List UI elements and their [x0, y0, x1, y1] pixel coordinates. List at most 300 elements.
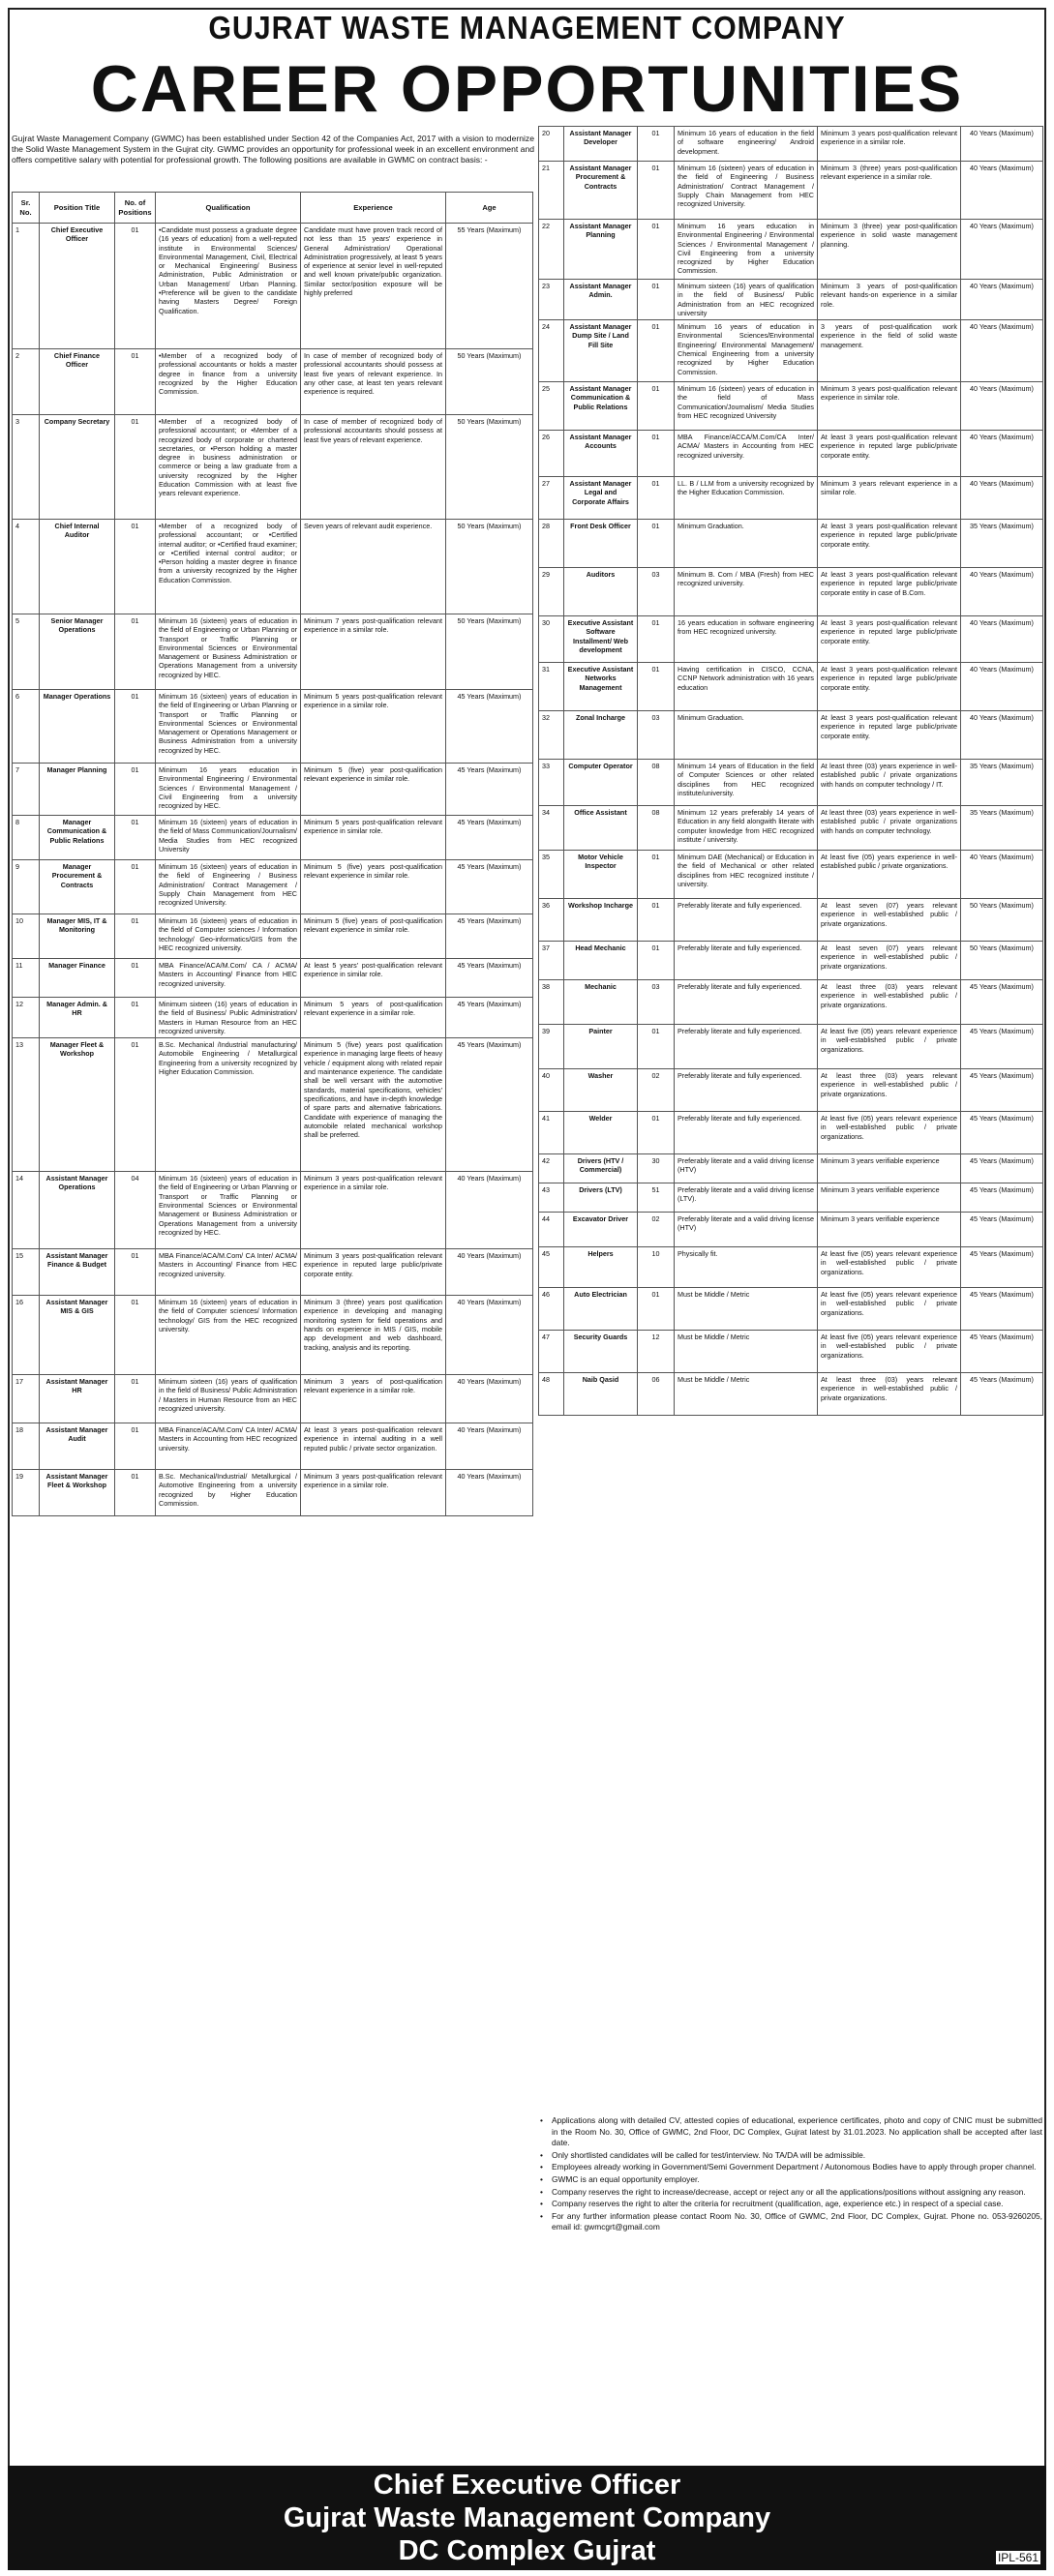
qualification-cell: Minimum sixteen (16) years of qualification in the field of Business/ Public Administration from an HEC recognized university [675, 280, 818, 320]
positions-cell: 01 [638, 851, 675, 899]
header-experience: Experience [301, 193, 446, 224]
sr-no-cell: 41 [539, 1112, 564, 1154]
sr-no-cell: 37 [539, 942, 564, 980]
table-row [13, 1375, 533, 1423]
age-cell: 40 Years (Maximum) [446, 1172, 533, 1249]
table-row [13, 914, 533, 959]
age-cell: 40 Years (Maximum) [446, 1296, 533, 1375]
positions-cell: 01 [638, 1025, 675, 1069]
table-row [13, 1249, 533, 1296]
age-cell: 45 Years (Maximum) [446, 998, 533, 1038]
experience-cell: Minimum 3 years verifiable experience [818, 1183, 961, 1213]
qualification-cell: Minimum 12 years preferably 14 years of Education in any field alongwith literate with computer knowledge from HEC recognized institute / university. [675, 806, 818, 851]
qualification-cell: Having certification in CISCO, CCNA, CCNP Network administration with 16 years education [675, 663, 818, 711]
positions-cell: 12 [638, 1331, 675, 1373]
position-title-cell: Manager MIS, IT & Monitoring [40, 914, 115, 959]
qualification-cell: Minimum 16 (sixteen) years of education in the field of Engineering or Urban Planning or Transport or Traffic Planning or Environmental Sciences or Environmental Management or Operations Management or Business Administration from a university recognized by HEC. [156, 690, 301, 764]
qualification-cell: B.Sc. Mechanical/Industrial/ Metallurgical / Automotive Engineering from a university recognized by Higher Education Commission. [156, 1470, 301, 1516]
table-row [539, 851, 1043, 899]
sr-no-cell: 45 [539, 1247, 564, 1288]
age-cell: 35 Years (Maximum) [961, 520, 1043, 568]
positions-cell: 30 [638, 1154, 675, 1183]
qualification-cell: 16 years education in software engineering from HEC recognized university. [675, 616, 818, 663]
sr-no-cell: 19 [13, 1470, 40, 1516]
positions-cell: 01 [115, 415, 156, 520]
positions-cell: 01 [115, 764, 156, 816]
sr-no-cell: 31 [539, 663, 564, 711]
intro-paragraph: Gujrat Waste Management Company (GWMC) has been established under Section 42 of the Companies Act, 2017 with a vision to modernize the Solid Waste Management System in the Gujrat city. GWMC provides an opportunity for professional week in an excellent environment and offers competitive salary with potential for professional growth. The following positions are available in GWMC on contract basis: - [12, 134, 534, 165]
table-row [539, 520, 1043, 568]
positions-cell: 01 [115, 224, 156, 349]
application-notes [538, 2115, 1042, 2234]
age-cell: 40 Years (Maximum) [961, 568, 1043, 616]
jobs-body-left [13, 224, 533, 1516]
page-title: CAREER OPPORTUNITIES [90, 52, 964, 126]
position-title-cell: Executive Assistant Networks Management [564, 663, 638, 711]
table-row [539, 1112, 1043, 1154]
positions-cell: 01 [638, 162, 675, 220]
position-title-cell: Motor Vehicle Inspector [564, 851, 638, 899]
sr-no-cell: 43 [539, 1183, 564, 1213]
position-title-cell: Assistant Manager Operations [40, 1172, 115, 1249]
table-row [539, 162, 1043, 220]
sr-no-cell: 42 [539, 1154, 564, 1183]
positions-cell: 01 [638, 382, 675, 431]
position-title-cell: Painter [564, 1025, 638, 1069]
table-row [539, 1373, 1043, 1416]
table-row [13, 860, 533, 914]
table-row [13, 1172, 533, 1249]
sr-no-cell: 20 [539, 127, 564, 162]
age-cell: 45 Years (Maximum) [961, 980, 1043, 1025]
experience-cell: At least 3 years post-qualification relevant experience in reputed large public/private corporate entity. [818, 616, 961, 663]
experience-cell: At least five (05) years experience in well-established public / private organizations. [818, 851, 961, 899]
sr-no-cell: 27 [539, 477, 564, 520]
experience-cell: Minimum 5 (five) years post-qualification relevant experience in similar role. [301, 860, 446, 914]
position-title-cell: Chief Finance Officer [40, 349, 115, 415]
position-title-cell: Front Desk Officer [564, 520, 638, 568]
position-title-cell: Auto Electrician [564, 1288, 638, 1331]
table-row [539, 431, 1043, 477]
qualification-cell: Minimum 14 years of Education in the field of Computer Sciences or other related disciplines from HEC recognized institute/university. [675, 760, 818, 806]
age-cell: 45 Years (Maximum) [446, 690, 533, 764]
age-cell: 35 Years (Maximum) [961, 760, 1043, 806]
note-item: • Only shortlisted candidates will be called for test/interview. No TA/DA will be admissible. [538, 2150, 1042, 2162]
positions-cell: 08 [638, 806, 675, 851]
qualification-cell: Minimum 16 (sixteen) years of education in the field of Engineering or Urban Planning or Transport or Traffic Planning or Environmental Sciences or Environmental Management or Business Administration or Operations Management from a university recognized by HEC. [156, 614, 301, 690]
qualification-cell: MBA Finance/ACA/M.Com/ CA Inter/ ACMA/ Masters in Accounting/ Finance from HEC recognized university. [156, 1249, 301, 1296]
table-row [539, 899, 1043, 942]
table-row [13, 816, 533, 860]
age-cell: 55 Years (Maximum) [446, 224, 533, 349]
experience-cell: Minimum 3 years post-qualification relevant experience in a similar role. [818, 127, 961, 162]
sr-no-cell: 12 [13, 998, 40, 1038]
position-title-cell: Assistant Manager HR [40, 1375, 115, 1423]
table-row [539, 477, 1043, 520]
experience-cell: Minimum 3 years post-qualification relevant experience in similar role. [818, 382, 961, 431]
positions-cell: 02 [638, 1213, 675, 1247]
experience-cell: Minimum 3 years post-qualification relevant experience in reputed large public/private corporate entity. [301, 1249, 446, 1296]
table-row [539, 1213, 1043, 1247]
experience-cell: Seven years of relevant audit experience. [301, 520, 446, 614]
position-title-cell: Excavator Driver [564, 1213, 638, 1247]
position-title-cell: Assistant Manager Finance & Budget [40, 1249, 115, 1296]
sr-no-cell: 14 [13, 1172, 40, 1249]
positions-cell: 03 [638, 711, 675, 760]
qualification-cell: Preferably literate and fully experienced. [675, 1112, 818, 1154]
footer-address: DC Complex Gujrat [398, 2535, 656, 2566]
qualification-cell: Minimum 16 (sixteen) years of education in the field of Computer sciences / Information technology/ Geo-informatics/GIS from the HEC recognized university. [156, 914, 301, 959]
age-cell: 45 Years (Maximum) [446, 959, 533, 998]
sr-no-cell: 3 [13, 415, 40, 520]
experience-cell: Minimum 5 years post-qualification relevant experience in similar role. [301, 816, 446, 860]
position-title-cell: Assistant Manager MIS & GIS [40, 1296, 115, 1375]
qualification-cell: Minimum 16 years education in Environmental Engineering / Environmental Sciences / Environmental Management / Civil Engineering from a university recognized by Higher Education Commission. [675, 220, 818, 280]
qualification-cell: Preferably literate and a valid driving license (LTV). [675, 1183, 818, 1213]
qualification-cell: Minimum 16 years of education in Environmental Sciences/Environmental Engineering/ Environmental Management/ Chemical Engineering from a university recognized by Higher Education Commission. [675, 320, 818, 382]
positions-cell: 01 [115, 690, 156, 764]
table-row [13, 614, 533, 690]
experience-cell: At least five (05) years relevant experience in well-established public / private organizations. [818, 1247, 961, 1288]
table-row [539, 1331, 1043, 1373]
sr-no-cell: 10 [13, 914, 40, 959]
age-cell: 50 Years (Maximum) [961, 899, 1043, 942]
qualification-cell: MBA Finance/ACA/M.Com/ CA Inter/ ACMA/ Masters in Accounting from HEC recognized university. [156, 1423, 301, 1470]
qualification-cell: Minimum sixteen (16) years of qualification in the field of Business/ Public Administration / Masters in Human Resource from an HEC recognized university. [156, 1375, 301, 1423]
table-header-row [13, 193, 533, 224]
qualification-cell: Preferably literate and a valid driving license (HTV) [675, 1213, 818, 1247]
header-position-title: Position Title [40, 193, 115, 224]
experience-cell: Minimum 5 years post-qualification relevant experience in a similar role. [301, 690, 446, 764]
qualification-cell: Must be Middle / Metric [675, 1288, 818, 1331]
sr-no-cell: 24 [539, 320, 564, 382]
position-title-cell: Manager Procurement & Contracts [40, 860, 115, 914]
age-cell: 40 Years (Maximum) [961, 220, 1043, 280]
position-title-cell: Assistant Manager Audit [40, 1423, 115, 1470]
qualification-cell: Must be Middle / Metric [675, 1373, 818, 1416]
age-cell: 40 Years (Maximum) [446, 1249, 533, 1296]
note-item: • Employees already working in Government/Semi Government Department / Autonomous Bodies have to apply through proper channel. [538, 2162, 1042, 2173]
position-title-cell: Naib Qasid [564, 1373, 638, 1416]
position-title-cell: Manager Fleet & Workshop [40, 1038, 115, 1172]
jobs-body-right [539, 127, 1043, 1416]
jobs-table-right [538, 126, 1043, 1416]
positions-cell: 01 [115, 959, 156, 998]
age-cell: 40 Years (Maximum) [961, 663, 1043, 711]
sr-no-cell: 35 [539, 851, 564, 899]
company-name: GUJRAT WASTE MANAGEMENT COMPANY [208, 10, 846, 45]
table-row [539, 1154, 1043, 1183]
positions-cell: 01 [115, 1375, 156, 1423]
age-cell: 40 Years (Maximum) [961, 280, 1043, 320]
sr-no-cell: 23 [539, 280, 564, 320]
table-row [539, 616, 1043, 663]
sr-no-cell: 6 [13, 690, 40, 764]
position-title-cell: Chief Executive Officer [40, 224, 115, 349]
table-row [539, 568, 1043, 616]
age-cell: 45 Years (Maximum) [446, 764, 533, 816]
sr-no-cell: 38 [539, 980, 564, 1025]
positions-cell: 01 [115, 1296, 156, 1375]
position-title-cell: Manager Planning [40, 764, 115, 816]
position-title-cell: Manager Finance [40, 959, 115, 998]
sr-no-cell: 44 [539, 1213, 564, 1247]
jobs-table-left [12, 192, 533, 1516]
header-age: Age [446, 193, 533, 224]
positions-cell: 01 [115, 816, 156, 860]
experience-cell: At least 3 years post-qualification relevant experience in reputed large public/private corporate entity. [818, 431, 961, 477]
position-title-cell: Assistant Manager Procurement & Contracts [564, 162, 638, 220]
header-qualification: Qualification [156, 193, 301, 224]
table-row [539, 760, 1043, 806]
sr-no-cell: 39 [539, 1025, 564, 1069]
sr-no-cell: 28 [539, 520, 564, 568]
experience-cell: Minimum 5 (five) years of post-qualification relevant experience in similar role. [301, 914, 446, 959]
qualification-cell: Preferably literate and fully experienced. [675, 942, 818, 980]
qualification-cell: •Member of a recognized body of professional accountants or holds a master degree in finance from a university recognized by the Higher Education Commission. [156, 349, 301, 415]
age-cell: 45 Years (Maximum) [961, 1154, 1043, 1183]
qualification-cell: Preferably literate and fully experienced. [675, 1069, 818, 1112]
age-cell: 50 Years (Maximum) [446, 349, 533, 415]
ad-code: IPL-561 [997, 2551, 1039, 2564]
qualification-cell: Preferably literate and fully experienced. [675, 899, 818, 942]
sr-no-cell: 32 [539, 711, 564, 760]
table-row [539, 1025, 1043, 1069]
age-cell: 40 Years (Maximum) [961, 851, 1043, 899]
experience-cell: Minimum 3 (three) year post-qualification experience in solid waste management planning. [818, 220, 961, 280]
experience-cell: Minimum 7 years post-qualification relevant experience in a similar role. [301, 614, 446, 690]
sr-no-cell: 33 [539, 760, 564, 806]
positions-cell: 01 [638, 320, 675, 382]
positions-cell: 08 [638, 760, 675, 806]
age-cell: 45 Years (Maximum) [961, 1373, 1043, 1416]
table-row [13, 1296, 533, 1375]
positions-cell: 01 [638, 663, 675, 711]
sr-no-cell: 47 [539, 1331, 564, 1373]
table-row [539, 127, 1043, 162]
sr-no-cell: 34 [539, 806, 564, 851]
experience-cell: In case of member of recognized body of professional accountants should possess at least five years of relevant experience. In any other case, at least ten years relevant experience is required. [301, 349, 446, 415]
positions-cell: 01 [115, 1423, 156, 1470]
positions-cell: 01 [638, 520, 675, 568]
positions-cell: 01 [115, 1249, 156, 1296]
sr-no-cell: 1 [13, 224, 40, 349]
experience-cell: At least 5 years' post-qualification relevant experience in similar role. [301, 959, 446, 998]
position-title-cell: Mechanic [564, 980, 638, 1025]
experience-cell: At least seven (07) years relevant experience in well-established public / private organizations. [818, 899, 961, 942]
sr-no-cell: 2 [13, 349, 40, 415]
position-title-cell: Head Mechanic [564, 942, 638, 980]
age-cell: 40 Years (Maximum) [961, 431, 1043, 477]
sr-no-cell: 16 [13, 1296, 40, 1375]
qualification-cell: MBA Finance/ACA/M.Com/ CA / ACMA/ Masters in Accounting/ Finance from HEC recognized university. [156, 959, 301, 998]
age-cell: 45 Years (Maximum) [446, 914, 533, 959]
position-title-cell: Workshop Incharge [564, 899, 638, 942]
qualification-cell: Preferably literate and fully experienced. [675, 1025, 818, 1069]
qualification-cell: Minimum 16 years of education in the field of software engineering/ Android development. [675, 127, 818, 162]
qualification-cell: Physically fit. [675, 1247, 818, 1288]
positions-cell: 01 [115, 1038, 156, 1172]
experience-cell: Minimum 3 years relevant experience in a similar role. [818, 477, 961, 520]
age-cell: 45 Years (Maximum) [961, 1025, 1043, 1069]
experience-cell: Minimum 3 years verifiable experience [818, 1213, 961, 1247]
sr-no-cell: 30 [539, 616, 564, 663]
experience-cell: At least 3 years post-qualification relevant experience in reputed large public/private corporate entity. [818, 711, 961, 760]
experience-cell: At least five (05) years relevant experience in well-established public / private organizations. [818, 1112, 961, 1154]
experience-cell: Minimum 3 years post-qualification relevant experience in a similar role. [301, 1172, 446, 1249]
position-title-cell: Drivers (LTV) [564, 1183, 638, 1213]
sr-no-cell: 48 [539, 1373, 564, 1416]
table-row [539, 663, 1043, 711]
age-cell: 45 Years (Maximum) [961, 1213, 1043, 1247]
age-cell: 40 Years (Maximum) [961, 127, 1043, 162]
positions-cell: 01 [115, 1470, 156, 1516]
note-item: • For any further information please contact Room No. 30, Office of GWMC, 2nd Floor, DC Complex, Gujrat. Phone no. 053-9260205, email id: gwmcgrt@gmail.com [538, 2211, 1042, 2233]
age-cell: 45 Years (Maximum) [961, 1112, 1043, 1154]
note-item: • GWMC is an equal opportunity employer. [538, 2174, 1042, 2186]
header-sr-no: Sr. No. [13, 193, 40, 224]
experience-cell: At least three (03) years experience in well-established public / private organizations with hands on computer technology. [818, 806, 961, 851]
experience-cell: At least three (03) years relevant experience in well-established public / private organizations. [818, 1069, 961, 1112]
table-row [539, 1183, 1043, 1213]
table-row [539, 280, 1043, 320]
table-row [539, 942, 1043, 980]
sr-no-cell: 46 [539, 1288, 564, 1331]
age-cell: 40 Years (Maximum) [446, 1375, 533, 1423]
qualification-cell: •Candidate must possess a graduate degree (16 years of education) from a well-reputed institute in Environmental Sciences/ Environmental Management, Civil, Electrical or Mechanical Engineering/ Business Administration, Public Administration or Urban Management/ Urban Planning. •Preference will be given to the candidate having Masters Degree/ Foreign Qualification. [156, 224, 301, 349]
table-row [13, 690, 533, 764]
positions-cell: 01 [638, 280, 675, 320]
position-title-cell: Manager Communication & Public Relations [40, 816, 115, 860]
qualification-cell: B.Sc. Mechanical /Industrial manufacturing/ Automobile Engineering / Metallurgical Engineering from a university recognized by Higher Education Commission. [156, 1038, 301, 1172]
qualification-cell: Minimum Graduation. [675, 520, 818, 568]
age-cell: 50 Years (Maximum) [446, 415, 533, 520]
qualification-cell: Minimum 16 (sixteen) years of education in the field of Computer sciences/ Information technology/ GIS from the HEC recognized university. [156, 1296, 301, 1375]
position-title-cell: Assistant Manager Dump Site / Land Fill Site [564, 320, 638, 382]
positions-cell: 01 [638, 1288, 675, 1331]
positions-cell: 03 [638, 980, 675, 1025]
position-title-cell: Assistant Manager Communication & Public Relations [564, 382, 638, 431]
age-cell: 40 Years (Maximum) [961, 711, 1043, 760]
positions-cell: 06 [638, 1373, 675, 1416]
experience-cell: At least five (05) years relevant experience in well-established public / private organizations. [818, 1331, 961, 1373]
positions-cell: 01 [638, 616, 675, 663]
age-cell: 45 Years (Maximum) [961, 1288, 1043, 1331]
positions-cell: 04 [115, 1172, 156, 1249]
position-title-cell: Helpers [564, 1247, 638, 1288]
sr-no-cell: 17 [13, 1375, 40, 1423]
experience-cell: At least seven (07) years relevant experience in well-established public / private organizations. [818, 942, 961, 980]
table-row [539, 711, 1043, 760]
positions-cell: 01 [638, 899, 675, 942]
table-row [539, 980, 1043, 1025]
age-cell: 40 Years (Maximum) [961, 477, 1043, 520]
position-title-cell: Manager Operations [40, 690, 115, 764]
qualification-cell: •Member of a recognized body of professional accountant; or •Certified internal auditor; or •Certified fraud examiner; or •Certified internal control auditor; or •Person holding a master degree in finance from a university recognized by the Higher Education Commission. [156, 520, 301, 614]
table-row [539, 320, 1043, 382]
experience-cell: At least three (03) years relevant experience in well-established public / private organizations. [818, 980, 961, 1025]
positions-cell: 01 [115, 914, 156, 959]
position-title-cell: Auditors [564, 568, 638, 616]
positions-cell: 01 [115, 860, 156, 914]
age-cell: 35 Years (Maximum) [961, 806, 1043, 851]
sr-no-cell: 21 [539, 162, 564, 220]
table-row [539, 806, 1043, 851]
experience-cell: Minimum 3 years of post-qualification relevant hands-on experience in a similar role. [818, 280, 961, 320]
experience-cell: Minimum 5 (five) years post qualification experience in managing large fleets of heavy vehicle / equipment along with related repair and maintenance experience. The candidate shall be well versant with the automotive standards, material specifications, vehicles' specifications, and have in-depth knowledge of spare parts and alternative fabrications. Candidate with experience of managing the automobile related mechanical workshop shall be preferred. [301, 1038, 446, 1172]
experience-cell: At least five (05) years relevant experience in well-established public / private organizations. [818, 1025, 961, 1069]
sr-no-cell: 26 [539, 431, 564, 477]
positions-cell: 01 [115, 614, 156, 690]
qualification-cell: Minimum 16 years education in Environmental Engineering / Environmental Sciences / Environmental Management / Civil Engineering from a university recognized by HEC. [156, 764, 301, 816]
qualification-cell: Minimum 16 (sixteen) years of education in the field of Engineering or Urban Planning or Transport or Traffic Planning or Environmental Sciences or Environmental Management or Business Administration or Operations Management from a university recognized by HEC. [156, 1172, 301, 1249]
qualification-cell: Minimum 16 (sixteen) years of education in the field of Mass Communication/Journalism/ Media Studies from HEC recognized University [675, 382, 818, 431]
positions-cell: 03 [638, 568, 675, 616]
position-title-cell: Security Guards [564, 1331, 638, 1373]
sr-no-cell: 22 [539, 220, 564, 280]
sr-no-cell: 29 [539, 568, 564, 616]
table-row [13, 1470, 533, 1516]
sr-no-cell: 5 [13, 614, 40, 690]
age-cell: 45 Years (Maximum) [961, 1331, 1043, 1373]
note-item: • Company reserves the right to alter the criteria for recruitment (qualification, age, experience etc.) in respect of a special case. [538, 2199, 1042, 2210]
position-title-cell: Senior Manager Operations [40, 614, 115, 690]
sr-no-cell: 18 [13, 1423, 40, 1470]
sr-no-cell: 8 [13, 816, 40, 860]
age-cell: 40 Years (Maximum) [961, 382, 1043, 431]
sr-no-cell: 40 [539, 1069, 564, 1112]
qualification-cell: Minimum Graduation. [675, 711, 818, 760]
age-cell: 45 Years (Maximum) [961, 1247, 1043, 1288]
age-cell: 45 Years (Maximum) [961, 1069, 1043, 1112]
table-row [13, 959, 533, 998]
age-cell: 45 Years (Maximum) [961, 1183, 1043, 1213]
sr-no-cell: 15 [13, 1249, 40, 1296]
sr-no-cell: 13 [13, 1038, 40, 1172]
qualification-cell: Minimum 16 (sixteen) years of education in the field of Engineering / Business Administration/ Contract Management / Supply Chain Management from HEC recognized University. [156, 860, 301, 914]
age-cell: 40 Years (Maximum) [446, 1423, 533, 1470]
positions-cell: 01 [638, 127, 675, 162]
positions-cell: 01 [638, 220, 675, 280]
position-title-cell: Office Assistant [564, 806, 638, 851]
table-row [13, 1423, 533, 1470]
experience-cell: 3 years of post-qualification work experience in the field of solid waste management. [818, 320, 961, 382]
positions-cell: 01 [638, 942, 675, 980]
age-cell: 50 Years (Maximum) [961, 942, 1043, 980]
position-title-cell: Company Secretary [40, 415, 115, 520]
age-cell: 50 Years (Maximum) [446, 520, 533, 614]
table-row [539, 220, 1043, 280]
experience-cell: Minimum 3 years post-qualification relevant experience in a similar role. [301, 1470, 446, 1516]
positions-cell: 51 [638, 1183, 675, 1213]
experience-cell: At least five (05) years relevant experience in well-established public / private organizations. [818, 1288, 961, 1331]
sr-no-cell: 25 [539, 382, 564, 431]
table-row [13, 520, 533, 614]
positions-cell: 02 [638, 1069, 675, 1112]
position-title-cell: Zonal Incharge [564, 711, 638, 760]
position-title-cell: Chief Internal Auditor [40, 520, 115, 614]
table-row [539, 1247, 1043, 1288]
sr-no-cell: 11 [13, 959, 40, 998]
position-title-cell: Assistant Manager Fleet & Workshop [40, 1470, 115, 1516]
table-row [13, 764, 533, 816]
positions-cell: 01 [115, 998, 156, 1038]
experience-cell: At least 3 years post-qualification relevant experience in reputed large public/private corporate entity in case of B.Com. [818, 568, 961, 616]
position-title-cell: Assistant Manager Admin. [564, 280, 638, 320]
sr-no-cell: 9 [13, 860, 40, 914]
experience-cell: Minimum 5 years of post-qualification relevant experience in a similar role. [301, 998, 446, 1038]
table-row [13, 998, 533, 1038]
